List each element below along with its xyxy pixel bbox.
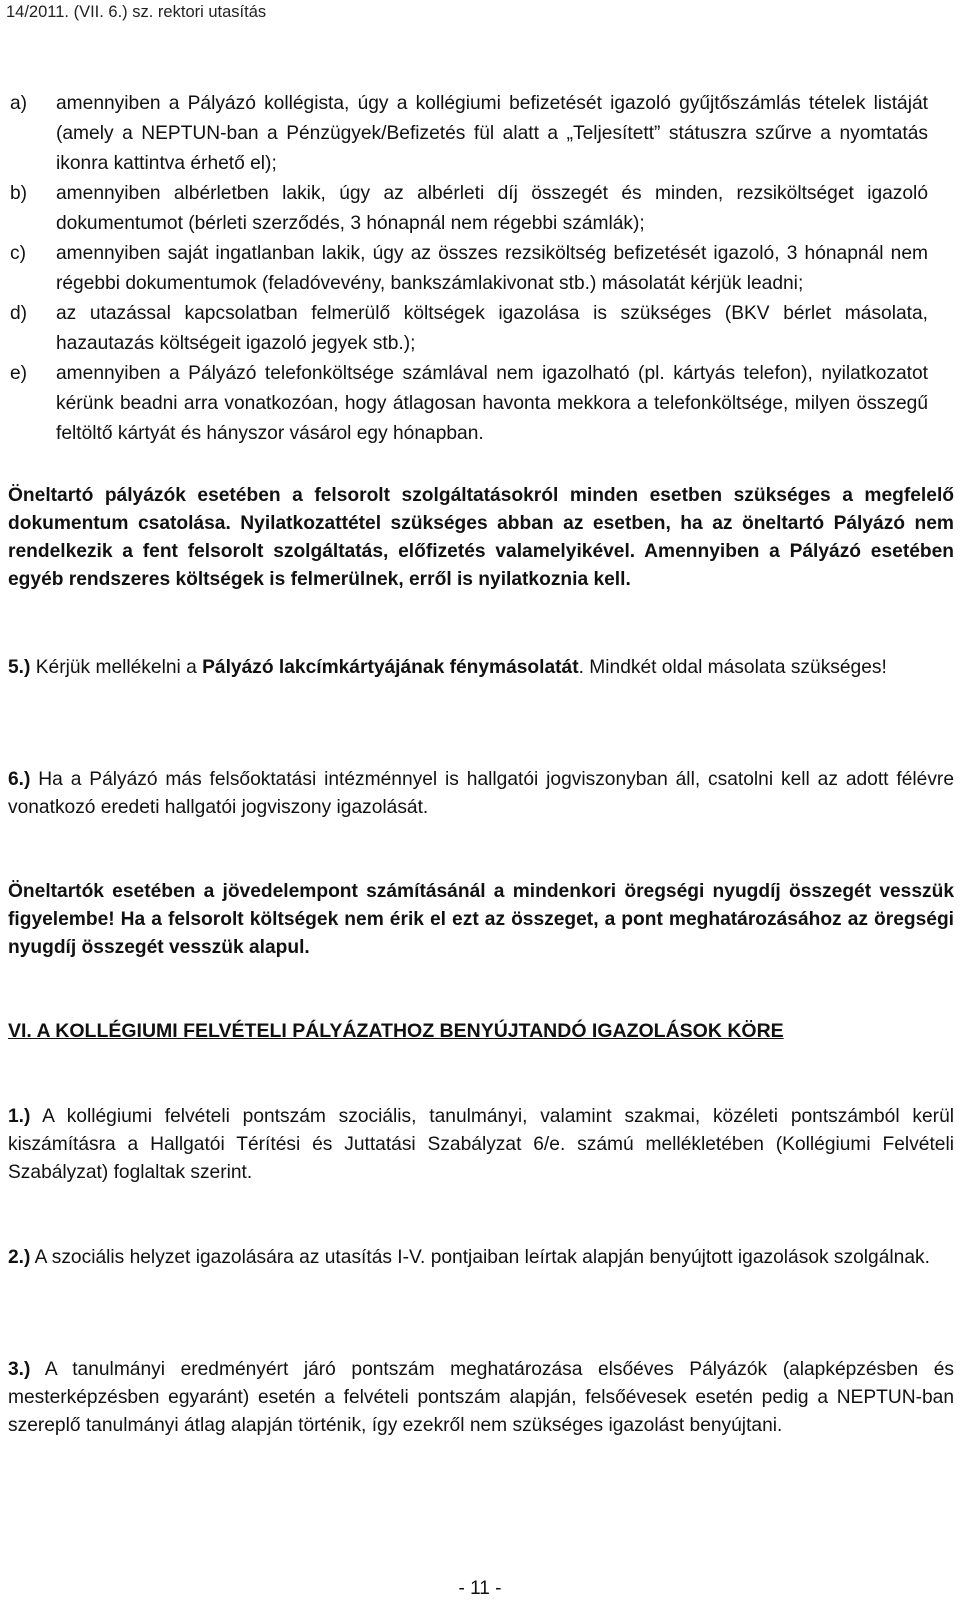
- item-5-text-b: . Mindkét oldal másolata szükséges!: [578, 657, 887, 678]
- item-6-number: 6.): [8, 769, 31, 790]
- section-item-number: 1.): [8, 1106, 31, 1127]
- list-item: [10, 179, 950, 239]
- self-support-paragraph: Öneltartó pályázók esetében a felsorolt szolgáltatásokról minden esetben szükséges a megfelelő dokumentum csatolása. Nyilatkozattétel szükséges abban az esetben, ha az öneltartó Pályázó nem rendelkezik a fent felsorolt szolgáltatás, előfizetés valamelyikével. Amennyiben a Pályázó esetében egyéb rendszeres költségek is felmerülnek, erről is nyilatkoznia kell.: [8, 485, 954, 590]
- list-item: [10, 239, 950, 299]
- list-item-label: a): [10, 93, 28, 114]
- list-item-label: b): [10, 183, 28, 204]
- section-item-text: A szociális helyzet igazolására az utasítás I-V. pontjaiban leírtak alapján benyújtott igazolások szolgálnak.: [30, 1247, 930, 1268]
- item-5-text-a: Kérjük mellékelni a: [30, 657, 203, 678]
- section-item-3: [8, 1356, 954, 1440]
- list-item-label: e): [10, 363, 28, 384]
- list-item-text: az utazással kapcsolatban felmerülő költségek igazolása is szükséges (BKV bérlet másolata, hazautazás költségeit igazoló jegyek stb.);: [56, 303, 928, 354]
- list-item-text: amennyiben a Pályázó kollégista, úgy a kollégiumi befizetését igazoló gyűjtőszámlás tételek listáját (amely a NEPTUN-ban a Pénzügyek/Befizetés fül alatt a „Teljesített” státuszra szűrve a nyomtatás ikonra kattintva érhető el);: [56, 93, 928, 174]
- list-item-label: d): [10, 303, 28, 324]
- list-item-text: amennyiben a Pályázó telefonköltsége számlával nem igazolható (pl. kártyás telefon), nyilatkozatot kérünk beadni arra vonatkozóan, hogy átlagosan havonta mekkora a telefonköltsége, milyen összegű feltöltő kártyát és hányszor vásárol egy hónapban.: [56, 363, 928, 444]
- item-5-number: 5.): [8, 657, 31, 678]
- section-item-2: [8, 1244, 954, 1272]
- list-item-label: c): [10, 243, 26, 264]
- item-5-paragraph: [8, 654, 954, 682]
- document-header: 14/2011. (VII. 6.) sz. rektori utasítás: [6, 3, 267, 21]
- page-number: - 11 -: [458, 1578, 502, 1599]
- list-item: [10, 299, 950, 359]
- section-item-text: A tanulmányi eredményért járó pontszám meghatározása elsőéves Pályázók (alapképzésben és mesterképzésben egyaránt) esetén a felvételi pontszám alapján, felsőévesek esetén pedig a NEPTUN-ban szereplő tanulmányi átlag alapján történik, így ezekről nem szükséges igazolást benyújtani.: [8, 1359, 954, 1436]
- item-6-paragraph: [8, 766, 954, 822]
- list-item-text: amennyiben saját ingatlanban lakik, úgy az összes rezsiköltség befizetését igazoló, 3 hónapnál nem régebbi dokumentumok (feladóvevény, bankszámlakivonat stb.) másolatát kérjük leadni;: [56, 243, 928, 294]
- supporting-documents-list: [10, 89, 950, 449]
- item-6-text: Ha a Pályázó más felsőoktatási intézménnyel is hallgatói jogviszonyban áll, csatolni kell az adott félévre vonatkozó eredeti hallgatói jogviszony igazolását.: [8, 769, 954, 818]
- pension-paragraph: Öneltartók esetében a jövedelempont számításánál a mindenkori öregségi nyugdíj összegét vesszük figyelembe! Ha a felsorolt költségek nem érik el ezt az összeget, a pont meghatározásához az öregségi nyugdíj összegét vesszük alapul.: [8, 881, 954, 958]
- list-item: [10, 359, 950, 449]
- list-item-text: amennyiben albérletben lakik, úgy az albérleti díj összegét és minden, rezsiköltséget igazoló dokumentumot (bérleti szerződés, 3 hónapnál nem régebbi számlák);: [56, 183, 928, 234]
- section-item-number: 2.): [8, 1247, 31, 1268]
- list-item: [10, 89, 950, 179]
- item-5-bold-text: Pályázó lakcímkártyájának fénymásolatát: [202, 657, 579, 678]
- section-item-number: 3.): [8, 1359, 31, 1380]
- section-heading: VI. A KOLLÉGIUMI FELVÉTELI PÁLYÁZATHOZ BENYÚJTANDÓ IGAZOLÁSOK KÖRE: [8, 1020, 784, 1042]
- section-item-text: A kollégiumi felvételi pontszám szociális, tanulmányi, valamint szakmai, közéleti pontszámból kerül kiszámításra a Hallgatói Térítési és Juttatási Szabályzat 6/e. számú mellékletében (Kollégiumi Felvételi Szabályzat) foglaltak szerint.: [8, 1106, 954, 1183]
- section-item-1: [8, 1103, 954, 1187]
